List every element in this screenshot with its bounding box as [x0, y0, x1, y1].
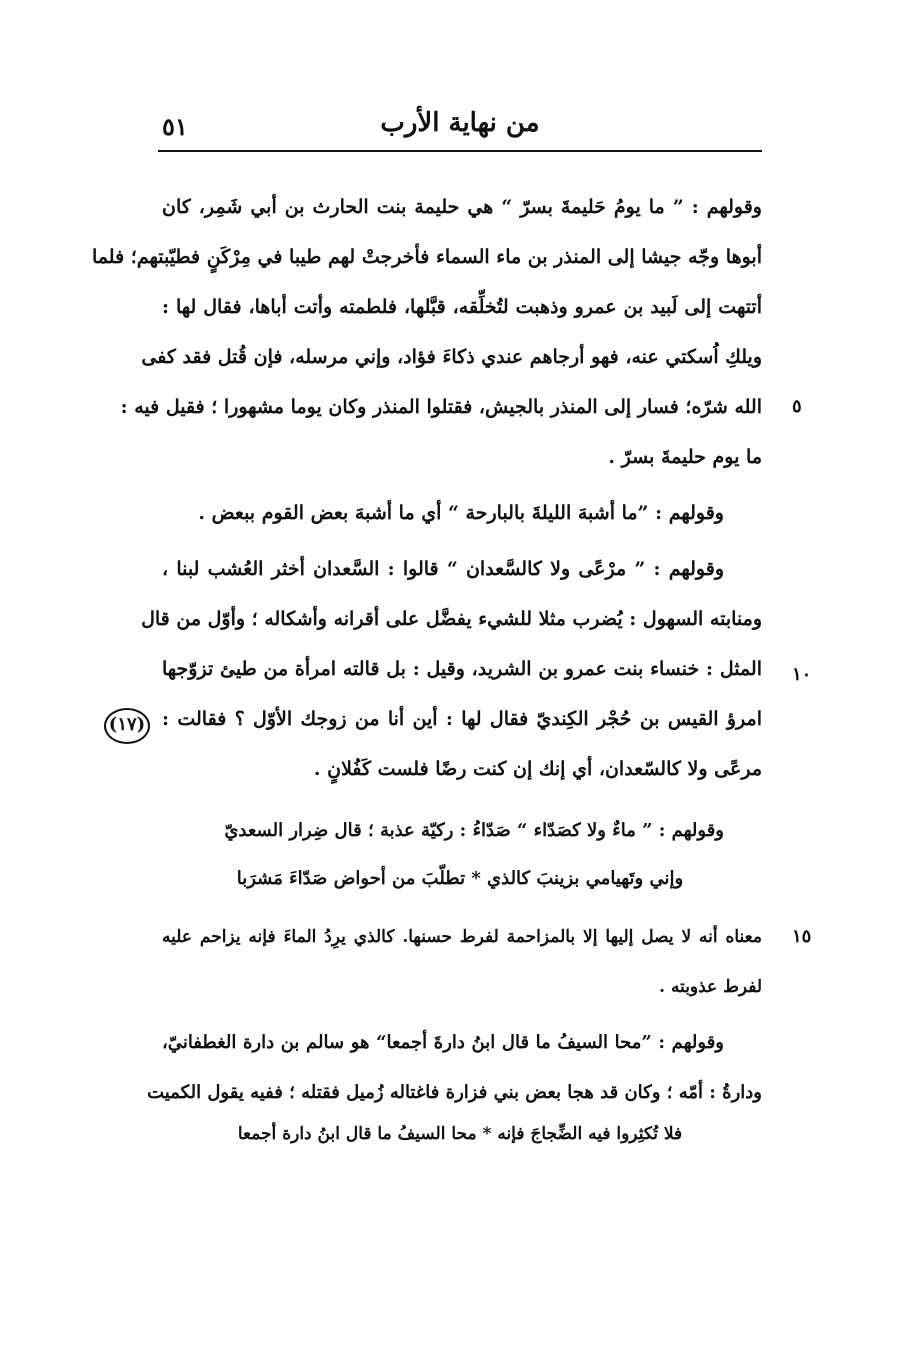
text-line: الله شرّه؛ فسار إلى المنذر بالجيش، فقتلوا المنذر وكان يوما مشهورا ؛ فقيل فيه :: [120, 396, 762, 418]
page-number: ٥١: [162, 112, 188, 141]
text-line: ومنابته السهول : يُضرب مثلا للشيء يفضَّل على أقرانه وأشكاله ؛ وأوّل من قال: [141, 608, 762, 630]
folio-stamp: (١٧): [104, 708, 150, 744]
paragraph-ibn-dara: [147, 1018, 762, 1118]
line-number-10: ١٠: [792, 664, 812, 685]
text-line: ويلكِ اُسكتي عنه، فهو أرجاهم عندي ذكاءَ فؤاد، وإني مرسله، فإن قُتل فقد كفى: [141, 346, 762, 368]
paragraph-halima: [92, 182, 762, 482]
text-line: مرعًى ولا كالسّعدان، أي إنك إن كنت رضًا فلست كَفُلانٍ .: [313, 758, 762, 780]
verse-line-2: فلا تُكثِروا فيه الضِّجاجَ فإنه * محا السيفُ ما قال ابنُ دارة أجمعا: [237, 1124, 683, 1144]
text-line: أتتهت إلى لَبيد بن عمرو وذهبت لتُخلِّقه، قبَّلها، فلطمته وأتت أباها، فقال لها :: [162, 296, 762, 318]
text-line: معناه أنه لا يصل إليها إلا بالمزاحمة لفرط حسنها. كالذي يرِدُ الماءَ فإنه يزاحم عليه: [162, 927, 762, 947]
running-header-title: من نهاية الأرب: [380, 108, 540, 138]
text-line: وقولهم : ” مرْعًى ولا كالسَّعدان “ قالوا : السَّعدان أخثر العُشب لبنا ،: [162, 558, 724, 580]
text-line: وقولهم : ” ماءٌ ولا كصَدّاء “ صَدّاءُ : ركيّة عذبة ؛ قال ضِرار السعديّ: [224, 820, 724, 841]
text-line: المثل : خنساء بنت عمرو بن الشريد، وقيل : بل قالته امرأة من طيئ تزوّجها: [162, 658, 762, 680]
verse-line-1: وإني وتَهيامي بزينبَ كالذي * تطلّبَ من أحواض صَدّاءَ مَشرَبا: [236, 868, 684, 889]
text-line: ودارةُ : أمّه ؛ وكان قد هجا بعض بني فزارة فاغتاله زُميل فقتله ؛ ففيه يقول الكميت: [147, 1082, 762, 1103]
paragraph-saadan: [141, 544, 762, 794]
text-line: لفرط عذوبته .: [659, 977, 762, 997]
text-line: امرؤ القيس بن حُجْر الكِنديّ فقال لها : أين أنا من زوجك الأوّل ؟ فقالت :: [162, 708, 762, 730]
paragraph-saddaa: [162, 806, 762, 856]
line-number-5: ٥: [792, 396, 802, 417]
text-line: وقولهم : ”ما أشبهَ الليلةَ بالبارحة “ أي ما أشبهَ بعض القوم ببعض .: [198, 502, 724, 524]
text-line: أبوها وجّه جيشا إلى المنذر بن ماء السماء فأخرجتْ لهم طيبا في مِرْكَنٍ فطيّبتهم؛ فلما: [92, 246, 762, 268]
header-rule: [158, 150, 762, 152]
paragraph-meaning: [162, 912, 762, 1012]
line-number-15: ١٥: [792, 926, 812, 947]
paragraph-layla: [162, 488, 762, 538]
text-line: وقولهم : ” ما يومُ حَليمةَ بسرّ “ هي حليمة بنت الحارث بن أبي شَمِر، كان: [162, 196, 762, 218]
text-line: وقولهم : ”محا السيفُ ما قال ابنُ دارةَ أجمعا“ هو سالم بن دارة الغطفانيّ،: [162, 1032, 724, 1053]
text-line: ما يوم حليمةَ بسرّ .: [608, 446, 762, 468]
